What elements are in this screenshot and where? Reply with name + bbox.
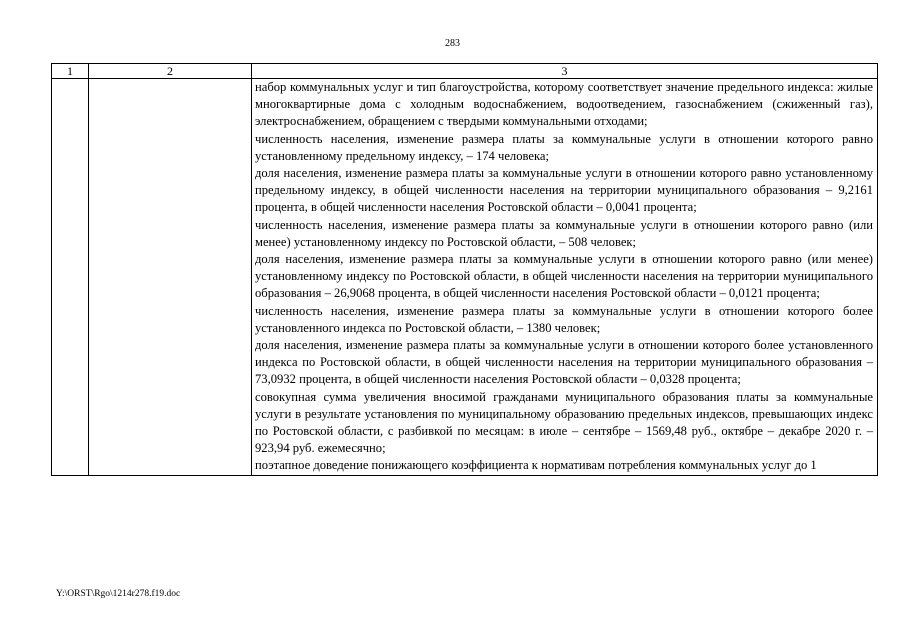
table-header-row bbox=[52, 64, 878, 79]
cell-column-2 bbox=[89, 79, 252, 476]
column-header-2: 2 bbox=[89, 64, 252, 79]
page-number: 283 bbox=[445, 38, 460, 49]
paragraph-coefficient: поэтапное доведение понижающего коэффициента к нормативам потребления коммунальных услуг до 1 bbox=[255, 458, 817, 473]
document-table bbox=[51, 63, 878, 476]
cell-column-3 bbox=[252, 79, 878, 476]
paragraph-share-more: доля населения, изменение размера платы за коммунальные услуги в отношении которого более установленного индекса по Ростовской области, в общей численности населения на территории муниципального образования – 73,0932 процента, в общей численности населения Ростовской области – 0,0328 процента; bbox=[255, 338, 873, 387]
paragraph-share-equal: доля населения, изменение размера платы за коммунальные услуги в отношении которого равно установленному предельному индексу, в общей численности населения на территории муниципального образования – 9,2161 процента, в общей численности населения Ростовской области – 0,0041 процента; bbox=[255, 166, 873, 215]
paragraph-share-less: доля населения, изменение размера платы за коммунальные услуги в отношении которого равно (или менее) установленному индексу по Ростовской области, в общей численности населения на территории муниципального образования – 26,9068 процента, в общей численности населения Ростовской области – 0,0121 процента; bbox=[255, 252, 873, 301]
column-header-1: 1 bbox=[52, 64, 89, 79]
cell-column-1 bbox=[52, 79, 89, 476]
column-header-3: 3 bbox=[252, 64, 878, 79]
paragraph-population-equal: численность населения, изменение размера платы за коммунальные услуги в отношении которого равно установленному предельному индексу, – 174 человека; bbox=[255, 131, 873, 163]
paragraph-total-increase: совокупная сумма увеличения вносимой гражданами муниципального образования платы за коммунальные услуги в результате установления по муниципальному образованию предельных индексов, превышающих индекс по Ростовской области, с разбивкой по месяцам: в июле – сентябре – 1569,48 руб., октябре – декабре 2020 г. – 923,94 руб. ежемесячно; bbox=[255, 389, 873, 456]
paragraph-population-more: численность населения, изменение размера платы за коммунальные услуги в отношении которого более установленного индекса по Ростовской области, – 1380 человек; bbox=[255, 303, 873, 335]
table-row bbox=[52, 79, 878, 476]
paragraph-population-less: численность населения, изменение размера платы за коммунальные услуги в отношении которого равно (или менее) установленному индексу по Ростовской области, – 508 человек; bbox=[255, 217, 873, 249]
footer-file-path: Y:\ORST\Rgo\1214r278.f19.doc bbox=[56, 589, 181, 599]
paragraph-utility-set: набор коммунальных услуг и тип благоустройства, которому соответствует значение предельного индекса: жилые многоквартирные дома с холодным водоснабжением, водоотведением, газоснабжением (сжиженный газ), электроснабжением, обращением с твердыми коммунальными отходами; bbox=[255, 80, 873, 129]
